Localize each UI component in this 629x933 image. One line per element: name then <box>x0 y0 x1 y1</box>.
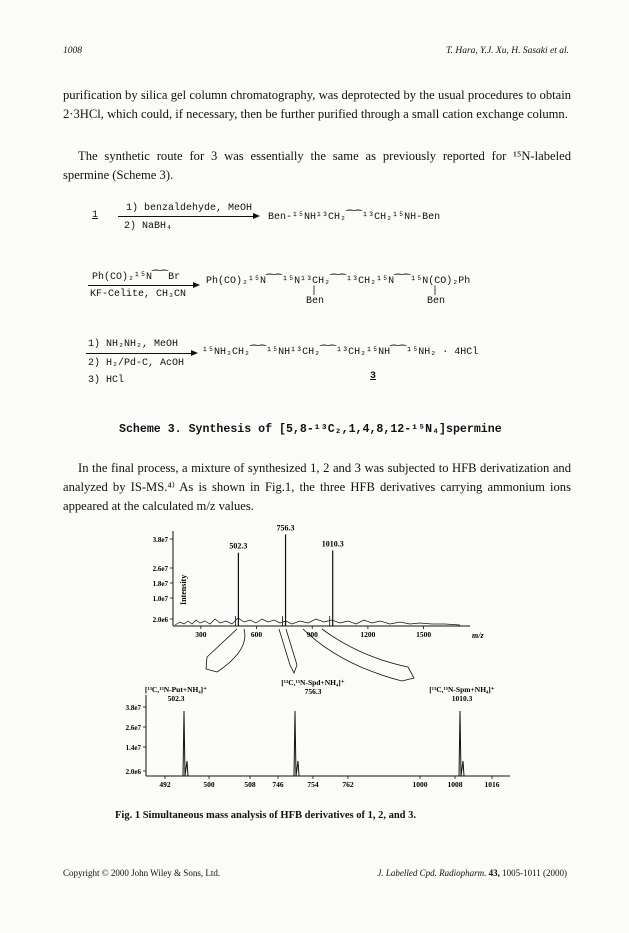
scheme-step1-reagent-above: 1) benzaldehyde, MeOH <box>126 203 253 214</box>
panel-x-tick-label: 754 <box>307 780 319 789</box>
top-plot-peaks <box>235 534 332 626</box>
zoom-panel <box>145 685 256 789</box>
panel-title: [¹³C,¹⁵N-Spm+NH₄]⁺ <box>429 685 495 694</box>
scheme-step2-reagent-above: Ph(CO)₂¹⁵N⁀⁀Br <box>92 272 181 283</box>
paragraph-2: The synthetic route for 3 was essentially the same as previously reported for ¹⁵N-labeled spermine (Scheme 3). <box>63 149 571 182</box>
zoom-connector-middle <box>279 629 297 673</box>
mass-spectrum-figure <box>0 515 629 805</box>
figure-caption: Fig. 1 Simultaneous mass analysis of HFB derivatives of 1, 2, and 3. <box>115 810 417 821</box>
scheme-step3-reagent-2: 2) H₂/Pd-C, AcOH <box>88 358 185 369</box>
top-plot-peak-labels <box>229 523 343 550</box>
bottom-y-ticks <box>126 704 146 776</box>
top-peak-label: 1010.3 <box>321 539 344 549</box>
paragraph-3: In the final process, a mixture of synthesized 1, 2 and 3 was subjected to HFB derivatization and analyzed by IS-MS.⁴⁾ As is shown in Fig.1, the three HFB derivatives carrying ammonium ions appeared at the calculated m/z values. <box>63 461 571 513</box>
scheme-step3-reagent-3: 3) HCl <box>88 375 125 386</box>
top-plot-ylabel: Intensity <box>179 574 188 605</box>
panel-peak <box>457 711 464 776</box>
panel-x-tick-label: 746 <box>272 780 284 789</box>
citation-journal: J. Labelled Cpd. Radiopharm. <box>377 868 487 878</box>
scheme-step2-ben2: Ben <box>427 296 446 307</box>
top-y-tick-label: 2.6e7 <box>152 565 168 573</box>
bottom-y-tick-label: 3.8e7 <box>125 704 141 712</box>
panel-x-tick-label: 1016 <box>484 780 500 789</box>
top-x-ticks <box>195 626 431 639</box>
panel-x-tick-label: 1008 <box>447 780 463 789</box>
zoom-connector-left <box>206 629 245 672</box>
running-head: T. Hara, Y.J. Xu, H. Sasaki et al. <box>446 46 569 56</box>
top-y-tick-label: 3.8e7 <box>152 536 168 544</box>
copyright: Copyright © 2000 John Wiley & Sons, Ltd. <box>63 868 221 878</box>
scheme-step1-reagent-below: 2) NaBH₄ <box>124 221 173 232</box>
panel-x-tick-label: 762 <box>342 780 354 789</box>
top-y-tick-label: 2.0e6 <box>152 616 168 624</box>
top-x-tick-label: 1200 <box>360 630 376 639</box>
top-x-tick-label: 300 <box>195 630 207 639</box>
top-y-tick-label: 1.0e7 <box>152 595 168 603</box>
panel-peak-label: 1010.3 <box>451 694 473 703</box>
panel-title: [¹³C,¹⁵N-Put+NH₄]⁺ <box>144 685 208 694</box>
top-y-ticks <box>153 536 173 624</box>
top-x-tick-label: 900 <box>306 630 318 639</box>
scheme-step2-bond1: | <box>311 286 318 297</box>
citation-volume: 43, <box>488 868 500 878</box>
page-number: 1008 <box>63 46 82 56</box>
zoom-connector-right <box>303 629 414 681</box>
scheme-step3-reagent-1: 1) NH₂NH₂, MeOH <box>88 339 179 350</box>
zoom-panel <box>413 685 500 789</box>
top-x-tick-label: 1500 <box>416 630 432 639</box>
top-plot-baseline-noise <box>175 618 460 625</box>
scheme-step3-label: 3 <box>370 371 377 382</box>
scheme-step1-product: Ben-¹⁵NH¹³CH₂⁀⁀¹³CH₂¹⁵NH-Ben <box>268 212 441 223</box>
zoom-panels <box>145 678 500 789</box>
scheme-step1-arrow <box>118 216 258 217</box>
panel-peak-label: 756.3 <box>304 687 322 696</box>
panel-x-tick-label: 1000 <box>412 780 428 789</box>
bottom-y-tick-label: 2.6e7 <box>125 724 141 732</box>
panel-peak <box>292 711 299 776</box>
panel-x-tick-label: 492 <box>159 780 171 789</box>
paragraph-1: purification by silica gel column chromatography, was deprotected by the usual procedures to obtain 2·3HCl, which could, if necessary, then be further purified through a small cation exchange column. <box>63 88 571 121</box>
panel-x-tick-label: 500 <box>203 780 215 789</box>
panel-title: [¹³C,¹⁵N-Spd+NH₄]⁺ <box>281 678 345 687</box>
scheme-step2-ben1: Ben <box>306 296 325 307</box>
zoom-panel <box>272 678 354 789</box>
scheme-step2-bond2: | <box>432 286 439 297</box>
bottom-plot-axes <box>146 695 510 776</box>
scheme-step2-arrow <box>88 285 198 286</box>
top-peak-label: 502.3 <box>229 541 248 551</box>
top-x-tick-label: 600 <box>250 630 263 639</box>
panel-x-tick-label: 508 <box>244 780 256 789</box>
citation <box>377 868 567 878</box>
scheme-step2-reagent-below: KF-Celite, CH₃CN <box>90 289 187 300</box>
scheme-step2-product: Ph(CO)₂¹⁵N⁀⁀¹⁵N¹³CH₂⁀⁀¹³CH₂¹⁵N⁀⁀¹⁵N(CO)₂Ph <box>206 276 471 287</box>
panel-peak <box>181 711 188 776</box>
bottom-y-tick-label: 1.4e7 <box>125 744 141 752</box>
scheme-step3-product: ¹⁵NH₂CH₂⁀⁀¹⁵NH¹³CH₂⁀⁀¹³CH₂¹⁵NH⁀⁀¹⁵NH₂ · 4HCl <box>202 347 479 358</box>
scheme-caption: Scheme 3. Synthesis of [5,8-¹³C₂,1,4,8,12-¹⁵N₄]spermine <box>119 423 502 436</box>
top-plot-xlabel: m/z <box>472 631 484 640</box>
top-y-tick-label: 1.8e7 <box>152 580 168 588</box>
scheme-step3-arrow <box>86 353 196 354</box>
scheme-step1-start: 1 <box>92 210 99 221</box>
top-peak-label: 756.3 <box>276 523 295 533</box>
bottom-y-tick-label: 2.0e6 <box>125 768 141 776</box>
citation-pages: 1005-1011 (2000) <box>502 868 567 878</box>
panel-peak-label: 502.3 <box>167 694 185 703</box>
